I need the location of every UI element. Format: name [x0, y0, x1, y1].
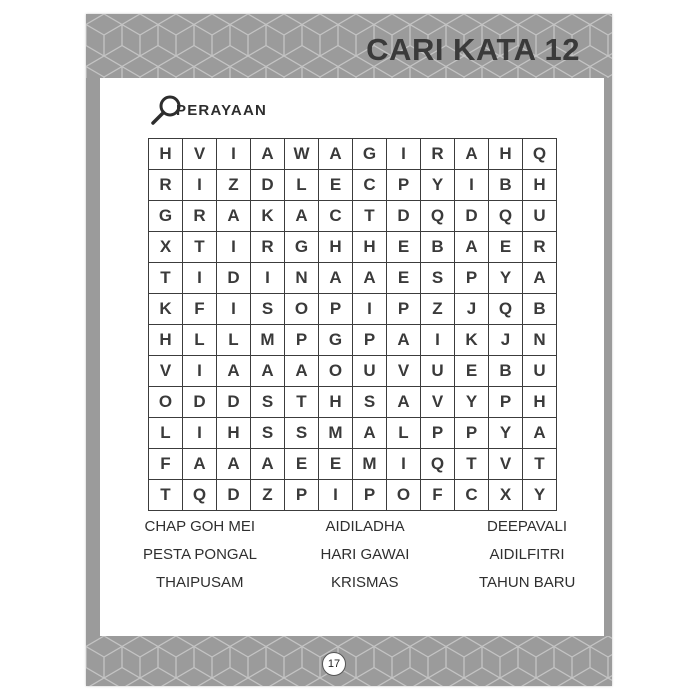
- cube-pattern-footer: [86, 636, 612, 686]
- grid-cell[interactable]: H: [319, 387, 353, 418]
- grid-cell[interactable]: P: [319, 294, 353, 325]
- grid-cell[interactable]: G: [319, 325, 353, 356]
- grid-cell[interactable]: X: [489, 480, 523, 511]
- grid-cell[interactable]: I: [217, 139, 251, 170]
- grid-cell[interactable]: G: [353, 139, 387, 170]
- grid-cell[interactable]: Y: [489, 418, 523, 449]
- grid-cell[interactable]: W: [285, 139, 319, 170]
- grid-cell[interactable]: D: [217, 263, 251, 294]
- grid-cell[interactable]: A: [217, 201, 251, 232]
- grid-cell[interactable]: L: [387, 418, 421, 449]
- grid-cell[interactable]: H: [149, 139, 183, 170]
- grid-cell[interactable]: Z: [421, 294, 455, 325]
- grid-cell[interactable]: T: [285, 387, 319, 418]
- grid-cell[interactable]: V: [489, 449, 523, 480]
- grid-cell[interactable]: T: [149, 480, 183, 511]
- grid-cell[interactable]: G: [149, 201, 183, 232]
- left-border: [86, 78, 100, 636]
- word-list-item: AIDILADHA: [325, 518, 405, 535]
- grid-cell[interactable]: E: [319, 449, 353, 480]
- right-border: [604, 78, 612, 636]
- grid-cell[interactable]: T: [455, 449, 489, 480]
- grid-cell[interactable]: K: [251, 201, 285, 232]
- grid-cell[interactable]: A: [387, 325, 421, 356]
- grid-cell[interactable]: A: [251, 356, 285, 387]
- word-list-item: KRISMAS: [331, 574, 399, 591]
- page-number: 17: [322, 652, 346, 676]
- grid-cell[interactable]: B: [489, 170, 523, 201]
- grid-cell[interactable]: L: [149, 418, 183, 449]
- grid-cell[interactable]: R: [523, 232, 557, 263]
- grid-cell[interactable]: S: [251, 294, 285, 325]
- grid-cell[interactable]: B: [489, 356, 523, 387]
- grid-cell[interactable]: A: [353, 418, 387, 449]
- grid-cell[interactable]: V: [421, 387, 455, 418]
- grid-cell[interactable]: S: [251, 387, 285, 418]
- grid-cell[interactable]: V: [387, 356, 421, 387]
- grid-cell[interactable]: K: [149, 294, 183, 325]
- grid-cell[interactable]: A: [523, 418, 557, 449]
- grid-cell[interactable]: B: [421, 232, 455, 263]
- grid-cell[interactable]: P: [455, 418, 489, 449]
- grid-cell[interactable]: I: [217, 294, 251, 325]
- grid-cell[interactable]: I: [183, 170, 217, 201]
- grid-cell[interactable]: J: [489, 325, 523, 356]
- grid-row: [149, 325, 557, 356]
- grid-row: [149, 356, 557, 387]
- grid-cell[interactable]: I: [183, 418, 217, 449]
- grid-cell[interactable]: S: [353, 387, 387, 418]
- grid-cell[interactable]: O: [319, 356, 353, 387]
- grid-cell[interactable]: N: [285, 263, 319, 294]
- page-title: CARI KATA 12: [366, 32, 580, 67]
- grid-row: [149, 263, 557, 294]
- grid-cell[interactable]: P: [353, 480, 387, 511]
- grid-cell[interactable]: H: [149, 325, 183, 356]
- grid-cell[interactable]: J: [455, 294, 489, 325]
- grid-cell[interactable]: L: [183, 325, 217, 356]
- grid-cell[interactable]: F: [421, 480, 455, 511]
- word-list-item: THAIPUSAM: [156, 574, 244, 591]
- grid-cell[interactable]: Z: [251, 480, 285, 511]
- grid-cell[interactable]: A: [455, 139, 489, 170]
- grid-cell[interactable]: P: [285, 480, 319, 511]
- grid-cell[interactable]: Y: [489, 263, 523, 294]
- grid-cell[interactable]: R: [149, 170, 183, 201]
- grid-cell[interactable]: E: [387, 232, 421, 263]
- grid-cell[interactable]: P: [455, 263, 489, 294]
- grid-cell[interactable]: L: [217, 325, 251, 356]
- grid-cell[interactable]: U: [523, 201, 557, 232]
- grid-cell[interactable]: C: [353, 170, 387, 201]
- grid-cell[interactable]: S: [251, 418, 285, 449]
- grid-cell[interactable]: O: [387, 480, 421, 511]
- grid-cell[interactable]: I: [217, 232, 251, 263]
- grid-cell[interactable]: Q: [489, 294, 523, 325]
- grid-cell[interactable]: A: [353, 263, 387, 294]
- grid-cell[interactable]: A: [183, 449, 217, 480]
- grid-cell[interactable]: F: [183, 294, 217, 325]
- grid-cell[interactable]: Y: [523, 480, 557, 511]
- grid-cell[interactable]: A: [319, 263, 353, 294]
- grid-row: [149, 232, 557, 263]
- grid-cell[interactable]: P: [285, 325, 319, 356]
- grid-cell[interactable]: C: [319, 201, 353, 232]
- grid-cell[interactable]: I: [387, 139, 421, 170]
- grid-cell[interactable]: I: [183, 356, 217, 387]
- word-list-item: TAHUN BARU: [479, 574, 576, 591]
- grid-row: [149, 449, 557, 480]
- grid-cell[interactable]: I: [251, 263, 285, 294]
- grid-cell[interactable]: Z: [217, 170, 251, 201]
- grid-cell[interactable]: T: [353, 201, 387, 232]
- grid-cell[interactable]: H: [217, 418, 251, 449]
- grid-cell[interactable]: A: [251, 449, 285, 480]
- word-list-item: HARI GAWAI: [320, 546, 410, 563]
- grid-cell[interactable]: A: [523, 263, 557, 294]
- grid-cell[interactable]: P: [353, 325, 387, 356]
- grid-cell[interactable]: T: [149, 263, 183, 294]
- grid-cell[interactable]: G: [285, 232, 319, 263]
- grid-cell[interactable]: E: [387, 263, 421, 294]
- word-list-item: PESTA PONGAL: [143, 546, 257, 563]
- word-search-grid: [148, 138, 557, 511]
- grid-cell[interactable]: M: [319, 418, 353, 449]
- grid-cell[interactable]: E: [319, 170, 353, 201]
- grid-cell[interactable]: E: [455, 356, 489, 387]
- grid-cell[interactable]: A: [387, 387, 421, 418]
- grid-cell[interactable]: R: [251, 232, 285, 263]
- word-list-item: CHAP GOH MEI: [144, 518, 256, 535]
- grid-cell[interactable]: D: [217, 387, 251, 418]
- grid-cell[interactable]: I: [183, 263, 217, 294]
- grid-cell[interactable]: D: [217, 480, 251, 511]
- grid-cell[interactable]: P: [387, 170, 421, 201]
- grid-cell[interactable]: O: [285, 294, 319, 325]
- section-title: PERAYAAN: [176, 102, 268, 119]
- grid-row: [149, 387, 557, 418]
- grid-cell[interactable]: P: [421, 418, 455, 449]
- header-band: [86, 14, 612, 78]
- grid-cell[interactable]: D: [455, 201, 489, 232]
- grid-cell[interactable]: F: [149, 449, 183, 480]
- grid-cell[interactable]: X: [149, 232, 183, 263]
- word-list-item: AIDILFITRI: [489, 546, 565, 563]
- grid-cell[interactable]: U: [523, 356, 557, 387]
- grid-cell[interactable]: M: [251, 325, 285, 356]
- grid-cell[interactable]: V: [149, 356, 183, 387]
- grid-cell[interactable]: D: [251, 170, 285, 201]
- grid-cell[interactable]: Q: [421, 449, 455, 480]
- grid-cell[interactable]: L: [285, 170, 319, 201]
- grid-cell[interactable]: V: [183, 139, 217, 170]
- grid-cell[interactable]: H: [523, 387, 557, 418]
- grid-cell[interactable]: Q: [421, 201, 455, 232]
- grid-cell[interactable]: T: [183, 232, 217, 263]
- grid-cell[interactable]: R: [183, 201, 217, 232]
- grid-cell[interactable]: M: [353, 449, 387, 480]
- grid-cell[interactable]: Y: [421, 170, 455, 201]
- grid-cell[interactable]: D: [387, 201, 421, 232]
- grid-cell[interactable]: B: [523, 294, 557, 325]
- grid-cell[interactable]: O: [149, 387, 183, 418]
- grid-cell[interactable]: T: [523, 449, 557, 480]
- grid-cell[interactable]: U: [421, 356, 455, 387]
- grid-row: [149, 170, 557, 201]
- grid-cell[interactable]: Q: [183, 480, 217, 511]
- grid-cell[interactable]: N: [523, 325, 557, 356]
- grid-cell[interactable]: A: [455, 232, 489, 263]
- grid-cell[interactable]: K: [455, 325, 489, 356]
- grid-cell[interactable]: S: [285, 418, 319, 449]
- grid-cell[interactable]: D: [183, 387, 217, 418]
- grid-cell[interactable]: P: [387, 294, 421, 325]
- grid-cell[interactable]: Q: [523, 139, 557, 170]
- grid-cell[interactable]: E: [489, 232, 523, 263]
- word-list-item: DEEPAVALI: [487, 518, 568, 535]
- grid-cell[interactable]: I: [455, 170, 489, 201]
- grid-row: [149, 294, 557, 325]
- grid-cell[interactable]: U: [353, 356, 387, 387]
- footer-band: [86, 636, 612, 686]
- grid-cell[interactable]: A: [251, 139, 285, 170]
- grid-cell[interactable]: Q: [489, 201, 523, 232]
- grid-cell[interactable]: H: [319, 232, 353, 263]
- grid-cell[interactable]: R: [421, 139, 455, 170]
- grid-cell[interactable]: H: [489, 139, 523, 170]
- grid-cell[interactable]: A: [285, 356, 319, 387]
- grid-cell[interactable]: A: [217, 449, 251, 480]
- grid-cell[interactable]: A: [217, 356, 251, 387]
- grid-cell[interactable]: P: [489, 387, 523, 418]
- grid-cell[interactable]: I: [421, 325, 455, 356]
- grid-cell[interactable]: E: [285, 449, 319, 480]
- grid-cell[interactable]: A: [285, 201, 319, 232]
- grid-cell[interactable]: C: [455, 480, 489, 511]
- grid-cell[interactable]: H: [353, 232, 387, 263]
- grid-cell[interactable]: S: [421, 263, 455, 294]
- grid-cell[interactable]: I: [319, 480, 353, 511]
- grid-row: [149, 139, 557, 170]
- grid-cell[interactable]: Y: [455, 387, 489, 418]
- grid-row: [149, 418, 557, 449]
- grid-cell[interactable]: I: [353, 294, 387, 325]
- grid-row: [149, 201, 557, 232]
- grid-row: [149, 480, 557, 511]
- grid-cell[interactable]: A: [319, 139, 353, 170]
- grid-cell[interactable]: H: [523, 170, 557, 201]
- grid-cell[interactable]: I: [387, 449, 421, 480]
